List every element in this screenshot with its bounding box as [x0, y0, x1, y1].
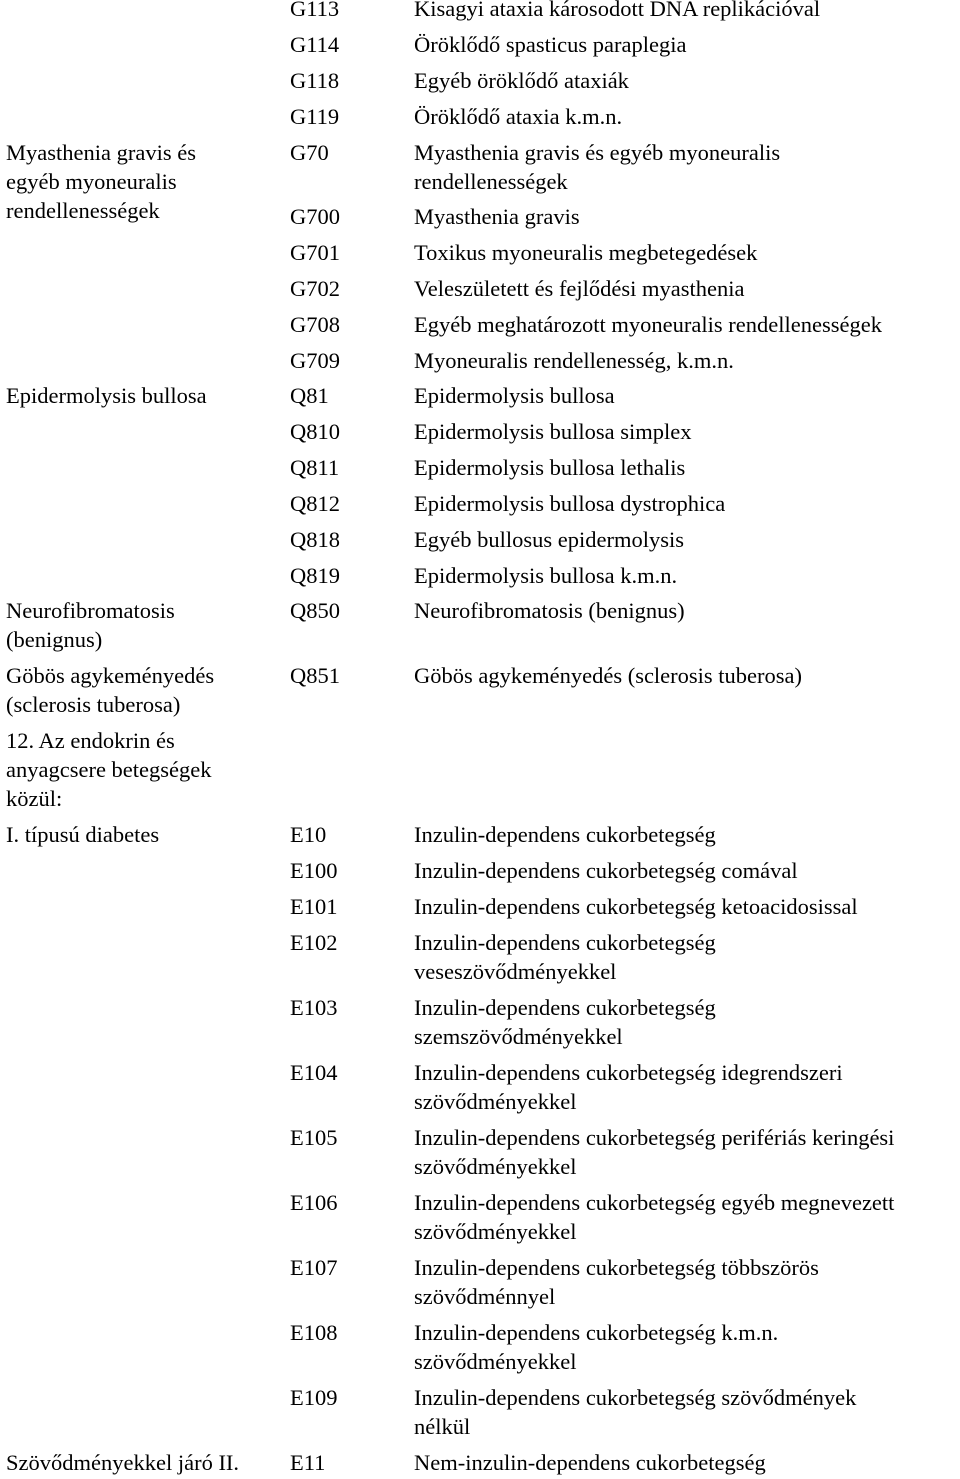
description-cell — [414, 1318, 778, 1376]
description-cell-line: veseszövődményekkel — [414, 959, 617, 984]
description-cell-line: Inzulin-dependens cukorbetegség szövődmények — [414, 1385, 857, 1410]
description-cell-line: Inzulin-dependens cukorbetegség többszörös — [414, 1255, 819, 1280]
code-cell: G118 — [290, 68, 340, 93]
group-label — [6, 381, 207, 410]
description-cell-line: Kisagyi ataxia károsodott DNA replikációval — [414, 0, 821, 21]
group-label-line: Göbös agykeményedés — [6, 663, 215, 688]
description-cell — [414, 928, 716, 986]
description-cell-line: Göbös agykeményedés (sclerosis tuberosa) — [414, 663, 803, 688]
description-cell-line: Öröklődő ataxia k.m.n. — [414, 104, 623, 129]
description-cell-line: Veleszületett és fejlődési myasthenia — [414, 276, 745, 301]
group-label — [6, 1448, 239, 1477]
code-cell: Q811 — [290, 455, 340, 480]
description-cell-line: Inzulin-dependens cukorbetegség ketoacidosissal — [414, 894, 858, 919]
code-cell: E11 — [290, 1450, 326, 1475]
description-cell — [414, 138, 780, 196]
description-cell — [414, 561, 677, 590]
description-cell — [414, 381, 615, 410]
description-cell — [414, 202, 580, 231]
group-label-line: Szövődményekkel járó II. — [6, 1450, 240, 1475]
description-cell — [414, 993, 716, 1051]
description-cell-line: szövődményekkel — [414, 1089, 577, 1114]
group-label-line: I. típusú diabetes — [6, 822, 160, 847]
code-cell: E108 — [290, 1320, 338, 1345]
code-cell: Q850 — [290, 598, 340, 623]
group-label-line: Myasthenia gravis és — [6, 140, 196, 165]
description-cell-line: Epidermolysis bullosa dystrophica — [414, 491, 726, 516]
code-cell: E102 — [290, 930, 338, 955]
code-cell: E104 — [290, 1060, 338, 1085]
description-cell-line: Inzulin-dependens cukorbetegség k.m.n. — [414, 1320, 779, 1345]
group-label — [6, 596, 175, 654]
group-label-line: (benignus) — [6, 627, 103, 652]
description-cell-line: Inzulin-dependens cukorbetegség idegrendszeri — [414, 1060, 843, 1085]
code-cell: G708 — [290, 312, 340, 337]
group-label-line: egyéb myoneuralis — [6, 169, 177, 194]
description-cell — [414, 820, 716, 849]
description-cell — [414, 0, 820, 23]
group-label-line: rendellenességek — [6, 198, 160, 223]
code-cell: G114 — [290, 32, 340, 57]
description-cell-line: Myasthenia gravis — [414, 204, 580, 229]
description-cell — [414, 66, 629, 95]
description-cell-line: Epidermolysis bullosa — [414, 383, 615, 408]
description-cell — [414, 1383, 856, 1441]
description-cell — [414, 102, 622, 131]
group-label-line: Epidermolysis bullosa — [6, 383, 207, 408]
description-cell-line: Inzulin-dependens cukorbetegség — [414, 822, 716, 847]
code-cell: E100 — [290, 858, 338, 883]
code-cell: Q81 — [290, 383, 329, 408]
description-cell-line: nélkül — [414, 1414, 471, 1439]
code-cell: G701 — [290, 240, 340, 265]
description-cell — [414, 453, 685, 482]
description-cell — [414, 892, 858, 921]
description-cell — [414, 1123, 894, 1181]
description-cell — [414, 1188, 894, 1246]
description-cell-line: szövődményekkel — [414, 1349, 577, 1374]
description-cell — [414, 1253, 819, 1311]
description-cell-line: Epidermolysis bullosa simplex — [414, 419, 692, 444]
group-label-line: anyagcsere betegségek — [6, 757, 212, 782]
description-cell-line: Inzulin-dependens cukorbetegség comával — [414, 858, 798, 883]
code-cell: Q812 — [290, 491, 340, 516]
description-cell-line: Egyéb bullosus epidermolysis — [414, 527, 684, 552]
code-cell: E109 — [290, 1385, 338, 1410]
code-cell: G113 — [290, 0, 340, 21]
code-cell: E107 — [290, 1255, 338, 1280]
group-label-line: (sclerosis tuberosa) — [6, 692, 181, 717]
group-label-line: közül: — [6, 786, 63, 811]
description-cell-line: Toxikus myoneuralis megbetegedések — [414, 240, 758, 265]
code-cell: E103 — [290, 995, 338, 1020]
description-cell-line: Egyéb meghatározott myoneuralis rendellenességek — [414, 312, 882, 337]
description-cell-line: Inzulin-dependens cukorbetegség egyéb megnevezett — [414, 1190, 895, 1215]
description-cell-line: szövődményekkel — [414, 1219, 577, 1244]
code-cell: Q818 — [290, 527, 340, 552]
code-cell: E101 — [290, 894, 338, 919]
code-cell: E10 — [290, 822, 327, 847]
description-cell-line: Myasthenia gravis és egyéb myoneuralis — [414, 140, 781, 165]
description-cell — [414, 1058, 843, 1116]
group-label — [6, 820, 159, 849]
description-cell-line: Epidermolysis bullosa lethalis — [414, 455, 686, 480]
code-cell: G119 — [290, 104, 340, 129]
description-cell — [414, 661, 802, 690]
description-cell-line: szövődménnyel — [414, 1284, 556, 1309]
code-cell: G700 — [290, 204, 340, 229]
code-cell: E106 — [290, 1190, 338, 1215]
group-label — [6, 726, 212, 813]
description-cell — [414, 238, 757, 267]
description-cell — [414, 489, 725, 518]
description-cell — [414, 346, 734, 375]
description-cell-line: rendellenességek — [414, 169, 568, 194]
description-cell-line: szövődményekkel — [414, 1154, 577, 1179]
group-label-line: 12. Az endokrin és — [6, 728, 175, 753]
description-cell — [414, 274, 745, 303]
description-cell-line: szemszövődményekkel — [414, 1024, 623, 1049]
description-cell — [414, 525, 684, 554]
description-cell — [414, 856, 798, 885]
description-cell-line: Inzulin-dependens cukorbetegség perifériás keringési — [414, 1125, 895, 1150]
description-cell-line: Nem-inzulin-dependens cukorbetegség — [414, 1450, 766, 1475]
description-cell-line: Inzulin-dependens cukorbetegség — [414, 930, 716, 955]
description-cell-line: Inzulin-dependens cukorbetegség — [414, 995, 716, 1020]
description-cell-line: Egyéb öröklődő ataxiák — [414, 68, 629, 93]
code-cell: G70 — [290, 140, 329, 165]
description-cell — [414, 596, 685, 625]
code-cell: Q851 — [290, 663, 340, 688]
group-label — [6, 138, 196, 225]
description-cell — [414, 1448, 766, 1477]
description-cell — [414, 310, 882, 339]
group-label — [6, 661, 214, 719]
code-cell: Q810 — [290, 419, 340, 444]
description-cell-line: Öröklődő spasticus paraplegia — [414, 32, 687, 57]
description-cell — [414, 30, 686, 59]
code-cell: E105 — [290, 1125, 338, 1150]
code-cell: G702 — [290, 276, 340, 301]
code-cell: G709 — [290, 348, 340, 373]
description-cell — [414, 417, 691, 446]
group-label-line: Neurofibromatosis — [6, 598, 175, 623]
description-cell-line: Myoneuralis rendellenesség, k.m.n. — [414, 348, 734, 373]
description-cell-line: Epidermolysis bullosa k.m.n. — [414, 563, 678, 588]
description-cell-line: Neurofibromatosis (benignus) — [414, 598, 685, 623]
code-cell: Q819 — [290, 563, 340, 588]
